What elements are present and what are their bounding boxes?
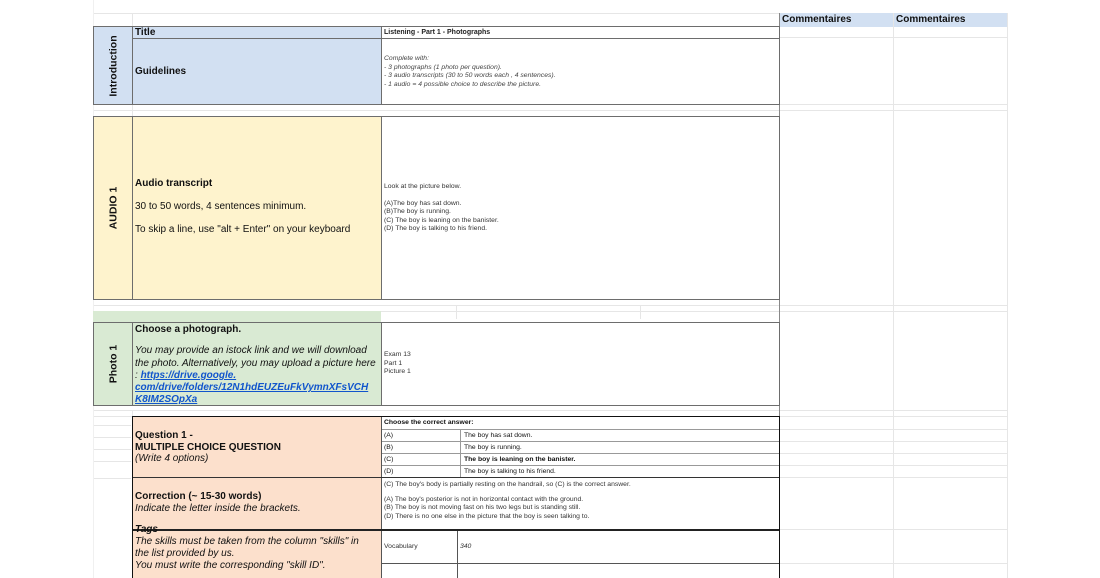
- comments-header-1[interactable]: Commentaires: [780, 13, 893, 27]
- guidelines-line: - 1 audio = 4 possible choice to describe the picture.: [384, 80, 541, 88]
- question-heading: Question 1 -: [135, 430, 193, 441]
- photo-exam-line: Exam 13: [384, 351, 411, 358]
- guidelines-value-cell[interactable]: [381, 38, 780, 105]
- option-letter: (D): [384, 468, 394, 475]
- photo-part-line: Part 1: [384, 359, 403, 367]
- audio-transcript-label-cell[interactable]: [132, 116, 382, 300]
- guidelines-line: Complete with:: [384, 55, 429, 62]
- title-value: Listening - Part 1 - Photographs: [384, 29, 491, 36]
- section-label-text: Photo 1: [107, 344, 120, 384]
- divider: [457, 564, 458, 578]
- tags-hint: You must write the corresponding "skill ID".: [135, 560, 326, 571]
- option-row-a[interactable]: [382, 429, 779, 441]
- photo-label-cell[interactable]: [132, 322, 382, 406]
- option-row-b[interactable]: [382, 441, 779, 453]
- tag-skill: Vocabulary: [384, 543, 418, 550]
- section-label-text: AUDIO 1: [107, 186, 120, 230]
- tags-label-cell[interactable]: [133, 524, 382, 578]
- tag-row[interactable]: [382, 531, 779, 564]
- audio-transcript-value-cell[interactable]: [381, 116, 780, 300]
- options-table: [382, 417, 779, 478]
- option-letter: (A): [384, 432, 394, 439]
- photo-description: [135, 345, 379, 406]
- link-text: K8IM2SOpXa: [135, 394, 198, 406]
- tags-hint: The skills must be taken from the column "skills" in: [135, 536, 359, 547]
- section-label-text: Introduction: [107, 34, 120, 97]
- option-row-c-correct[interactable]: [382, 453, 779, 465]
- tag-skill-id: 340: [460, 543, 472, 550]
- question-type: MULTIPLE CHOICE QUESTION: [135, 441, 281, 453]
- divider: [457, 531, 458, 564]
- option-text: The boy is talking to his friend.: [460, 466, 556, 477]
- link-text: https://drive.google.: [140, 369, 237, 381]
- audio-transcript-heading: Audio transcript: [135, 178, 213, 189]
- correction-heading: Correction (~ 15-30 words): [135, 491, 262, 502]
- option-text: The boy is running.: [460, 442, 522, 453]
- guidelines-line: - 3 photographs (1 photo per question).: [384, 63, 502, 71]
- transcript-intro: Look at the picture below.: [384, 183, 462, 190]
- tags-heading: Tags: [135, 524, 158, 535]
- correction-line-b: (B) The boy is not moving fast on his two legs but is standing still.: [384, 504, 581, 511]
- transcript-line-a: (A)The boy has sat down.: [384, 199, 462, 207]
- correction-value-cell[interactable]: [382, 478, 779, 530]
- photo-description-text: You may provide an istock link and we will download the photo. Alternatively, you may upload a picture here :: [135, 345, 376, 381]
- correction-hint: Indicate the letter inside the brackets.: [135, 503, 301, 514]
- comments-header-2[interactable]: Commentaires: [894, 13, 1007, 27]
- section-label-photo-1: [93, 322, 133, 406]
- guidelines-label-cell[interactable]: [132, 38, 382, 105]
- transcript-line-d: (D) The boy is talking to his friend.: [384, 225, 488, 232]
- section-label-introduction: [93, 26, 133, 105]
- section-label-audio-1: [93, 116, 133, 300]
- correction-line-a: (A) The boy's posterior is not in horizontal contact with the ground.: [384, 495, 584, 503]
- option-text: The boy has sat down.: [460, 430, 532, 441]
- correction-label-cell[interactable]: [133, 478, 382, 530]
- option-text-correct: The boy is leaning on the banister.: [460, 454, 575, 465]
- guidelines-line: - 3 audio transcripts (30 to 50 words each , 4 sentences).: [384, 72, 556, 79]
- drive-folder-link[interactable]: [135, 370, 368, 406]
- photo-heading: Choose a photograph.: [135, 324, 242, 335]
- option-row-d[interactable]: [382, 465, 779, 477]
- photo-value-cell[interactable]: [381, 322, 780, 406]
- audio-instruction-words: 30 to 50 words, 4 sentences minimum.: [135, 201, 307, 212]
- transcript-line-c: (C) The boy is leaning on the banister.: [384, 216, 499, 224]
- question-hint: (Write 4 options): [135, 453, 209, 464]
- option-letter: (C): [384, 456, 394, 463]
- transcript-line-b: (B)The boy is running.: [384, 208, 451, 215]
- link-text: com/drive/folders/12N1hdEUZEuFkVymnXFsVCH: [135, 382, 369, 394]
- guidelines-label: Guidelines: [135, 66, 187, 77]
- photo-header-strip: [93, 311, 381, 322]
- correction-line-d: (D) There is no one else in the picture that the boy is seen talking to.: [384, 512, 590, 520]
- correction-main: (C) The boy's body is partially resting on the handrail, so (C) is the correct answer.: [384, 481, 631, 488]
- question-label-cell[interactable]: [133, 417, 382, 478]
- option-letter: (B): [384, 444, 394, 451]
- photo-picture-line: Picture 1: [384, 368, 411, 375]
- options-prompt: Choose the correct answer:: [384, 419, 474, 426]
- tags-table: [382, 531, 779, 578]
- title-label: Title: [135, 27, 156, 38]
- tags-hint: the list provided by us.: [135, 548, 235, 559]
- audio-instruction-skip-line: To skip a line, use "alt + Enter" on your keyboard: [135, 224, 351, 235]
